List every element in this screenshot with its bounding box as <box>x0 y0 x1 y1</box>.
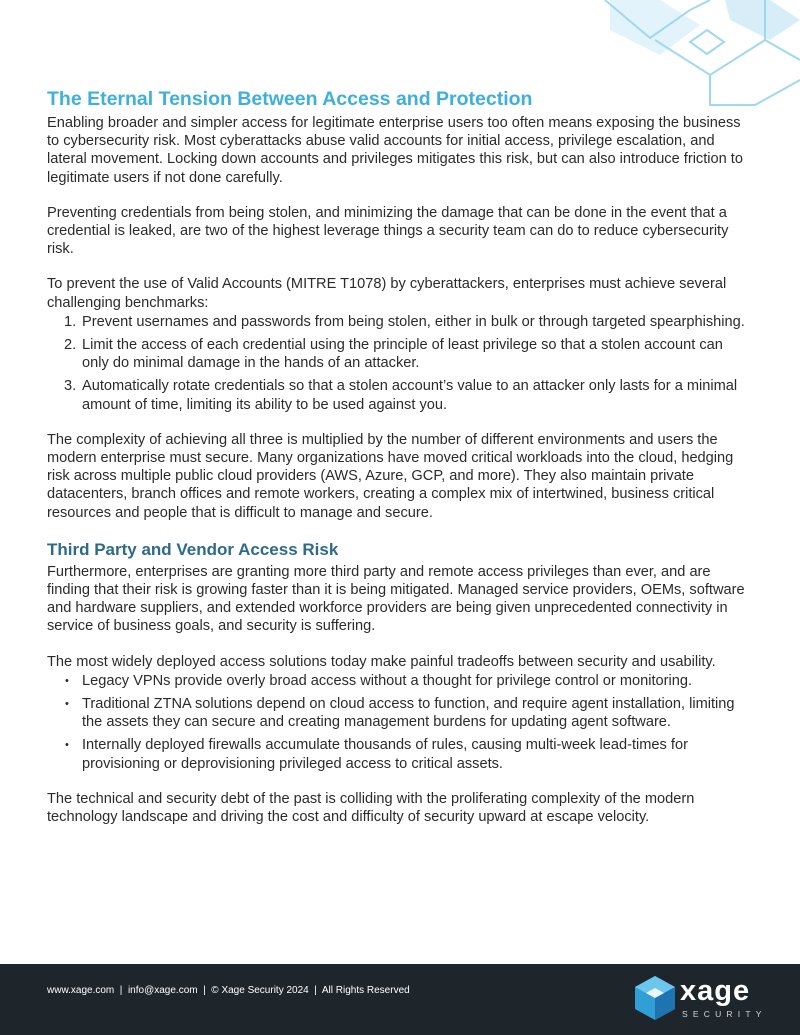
list-item-text: Limit the access of each credential using the principle of least privilege so that a stolen account can only do minimal damage in the hands of an attacker. <box>82 337 723 372</box>
list-number: 1. <box>64 313 77 330</box>
list-number: 2. <box>64 337 77 354</box>
logo-wordmark: xage <box>680 975 751 1007</box>
xage-logo-icon <box>633 974 677 1022</box>
list-item <box>47 672 752 690</box>
document-body <box>47 86 752 843</box>
list-item-text: Prevent usernames and passwords from being stolen, either in bulk or through targeted spearphishing. <box>82 313 745 330</box>
subsection-title: Third Party and Vendor Access Risk <box>47 539 339 559</box>
paragraph: The most widely deployed access solutions today make painful tradeoffs between security and usability. <box>47 653 716 670</box>
list-item <box>47 695 752 731</box>
paragraph: To prevent the use of Valid Accounts (MITRE T1078) by cyberattackers, enterprises must achieve several challenging benchmarks: <box>47 276 727 311</box>
list-item-text: Legacy VPNs provide overly broad access without a thought for privilege control or monitoring. <box>82 672 693 689</box>
numbered-list <box>47 313 752 414</box>
list-item-text: Internally deployed firewalls accumulate thousands of rules, causing multi-week lead-times for provisioning or deprovisioning privileged access to critical assets. <box>82 737 688 772</box>
page-footer <box>0 964 800 1035</box>
list-item-text: Automatically rotate credentials so that a stolen account’s value to an attacker only lasts for a minimal amount of time, limiting its ability to be used against you. <box>82 378 738 413</box>
paragraph: Enabling broader and simpler access for legitimate enterprise users too often means exposing the business to cybersecurity risk. Most cyberattacks abuse valid accounts for initial access, privilege escalation, and lateral movement. Locking down accounts and privileges mitigates this risk, but can also introduce friction to legitimate users if not done carefully. <box>47 115 743 186</box>
paragraph: The technical and security debt of the past is colliding with the proliferating complexity of the modern technology landscape and driving the cost and difficulty of security upward at escape velocity. <box>47 790 695 826</box>
section-title: The Eternal Tension Between Access and Protection <box>47 88 533 110</box>
bullet-icon: • <box>65 674 69 687</box>
paragraph: Preventing credentials from being stolen, and minimizing the damage that can be done in the event that a credential is leaked, are two of the highest leverage things a security team can do to reduce cybersecurity risk. <box>47 204 729 258</box>
bullet-list <box>47 672 752 773</box>
paragraph: Furthermore, enterprises are granting more third party and remote access privileges than ever, and are finding that their risk is growing faster than it is being mitigated. Managed service providers, OEMs, software and hardware suppliers, and extended workforce providers are being given unprecedented connectivity in service of business goals, and security is suffering. <box>47 563 745 635</box>
list-item <box>47 313 752 331</box>
list-number: 3. <box>64 378 77 395</box>
list-item <box>47 736 752 772</box>
list-item <box>47 336 752 372</box>
footer-contact-text: www.xage.com | info@xage.com | © Xage Security 2024 | All Rights Reserved <box>47 985 410 996</box>
list-item <box>47 377 752 413</box>
bullet-icon: • <box>65 698 69 711</box>
xage-logo <box>633 972 767 1027</box>
bullet-icon: • <box>65 739 69 752</box>
logo-tagline: SECURITY <box>682 1009 767 1019</box>
list-item-text: Traditional ZTNA solutions depend on cloud access to function, and require agent installation, limiting the assets they can secure and creating management burdens for updating agent software. <box>82 696 735 731</box>
paragraph: The complexity of achieving all three is multiplied by the number of different environments and users the modern enterprise must secure. Many organizations have moved critical workloads into the cloud, hedging risk across multiple public cloud providers (AWS, Azure, GCP, and more). They also maintain private datacenters, branch offices and remote workers, creating a complex mix of intertwined, business critical resources and people that is difficult to manage and secure. <box>47 431 734 521</box>
